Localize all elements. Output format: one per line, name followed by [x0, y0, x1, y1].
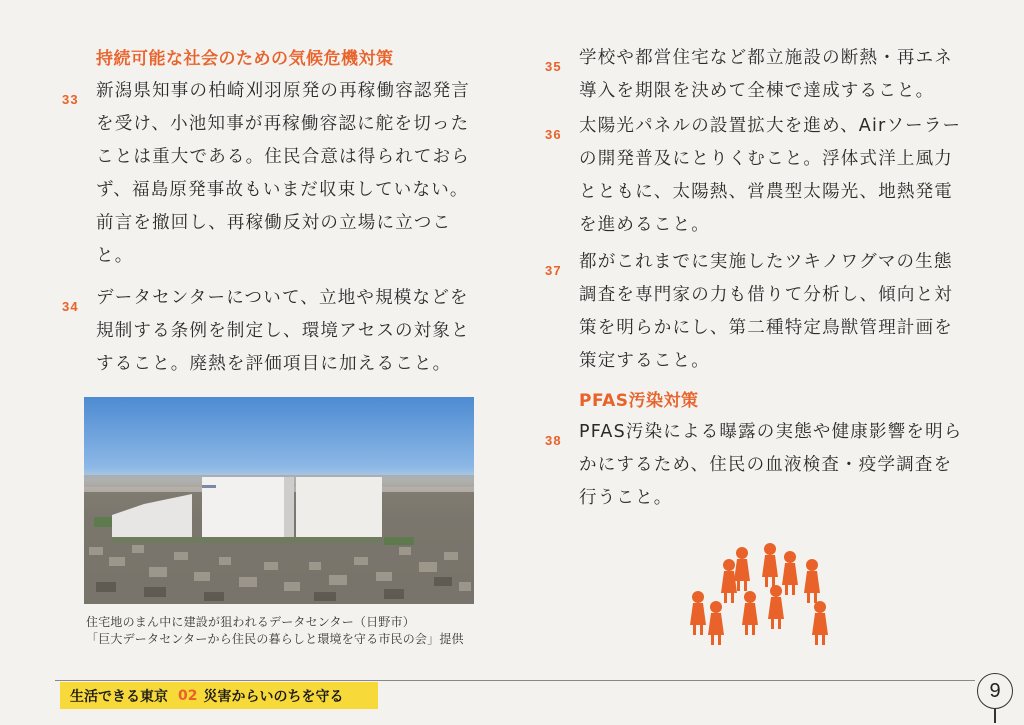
item-text: データセンターについて、立地や規模などを規制する条例を制定し、環境アセスの対象とすること。廃熱を評価項目に加えること。 — [96, 288, 470, 374]
item-number: 36 — [545, 127, 562, 142]
section-heading-pfas: PFAS汚染対策 — [579, 391, 699, 411]
footer-chapter-number: 02 — [178, 687, 198, 704]
item-number: 37 — [545, 263, 562, 278]
item-text: 学校や都営住宅など都立施設の断熱・再エネ導入を期限を決めて全棟で達成すること。 — [579, 48, 953, 101]
list-item — [62, 282, 478, 381]
item-text: PFAS汚染による曝露の実態や健康影響を明らかにするため、住民の血液検査・疫学調査を行うこと。 — [579, 422, 963, 508]
item-number: 38 — [545, 433, 562, 448]
item-number: 33 — [62, 92, 79, 107]
photo-caption — [86, 614, 464, 648]
item-number: 34 — [62, 299, 79, 314]
item-text: 都がこれまでに実施したツキノワグマの生態調査を専門家の力も借りて分析し、傾向と対策を明らかにし、第二種特定鳥獣管理計画を策定すること。 — [579, 252, 953, 371]
page-number-tick — [994, 709, 996, 723]
people-illustration — [688, 535, 838, 645]
list-item — [62, 75, 478, 273]
list-item — [545, 42, 965, 108]
footer-chapter-band — [60, 682, 378, 709]
item-text: 太陽光パネルの設置拡大を進め、Airソーラーの開発普及にとりくむこと。浮体式洋上風力とともに、太陽熱、営農型太陽光、地熱発電を進めること。 — [579, 116, 962, 235]
list-item — [545, 110, 965, 242]
footer-divider — [55, 680, 975, 681]
photo-caption-line-2: 「巨大データセンターから住民の暮らしと環境を守る市民の会」提供 — [86, 632, 464, 646]
page-number: 9 — [977, 673, 1013, 709]
data-center-photo-illustration — [84, 397, 474, 604]
footer-series-title: 生活できる東京 — [70, 688, 168, 705]
list-item — [545, 246, 965, 378]
photo-caption-line-1: 住宅地のまん中に建設が狙われるデータセンター（日野市） — [86, 615, 415, 629]
data-center-photo — [84, 397, 474, 604]
item-number: 35 — [545, 59, 562, 74]
footer-chapter-title: 災害からいのちを守る — [203, 688, 344, 705]
section-heading-climate: 持続可能な社会のための気候危機対策 — [96, 49, 394, 69]
item-text: 新潟県知事の柏崎刈羽原発の再稼働容認発言を受け、小池知事が再稼働容認に舵を切ったことは重大である。住民合意は得られておらず、福島原発事故もいまだ収束していない。前言を撤回し、再稼働反対の立場に立つこと。 — [96, 81, 470, 266]
list-item — [545, 416, 965, 515]
